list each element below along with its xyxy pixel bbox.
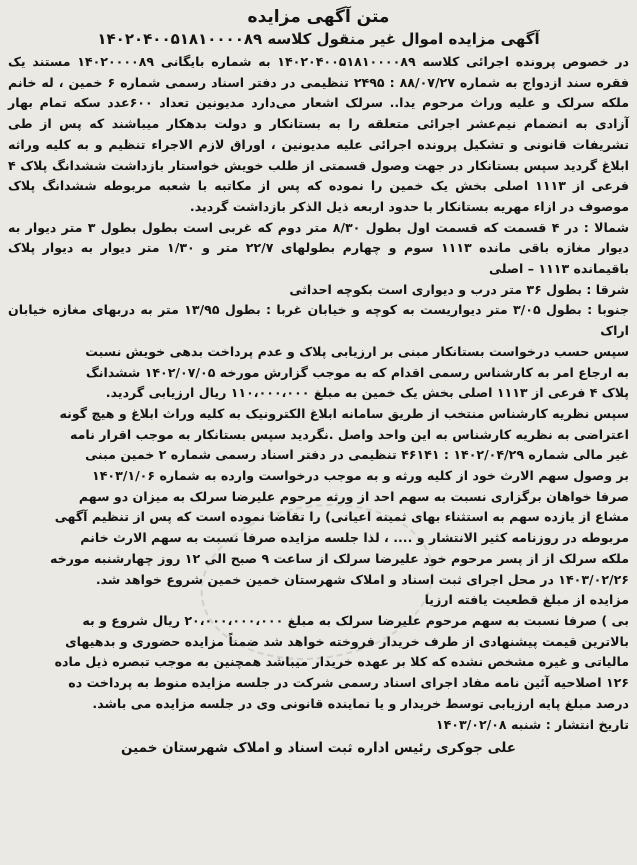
text-line: مشاع از یازده سهم به استثناء بهای ثمینه اعیانی) را تقاضا نموده است که پس از تنظیم آگهی (54, 509, 629, 525)
text-line: ۱۲۶ اصلاحیه آئین نامه مفاد اجرای اسناد رسمی شرکت در جلسه مزایده منوط به پرداخت ده (68, 675, 629, 691)
text-line: بالاترین قیمت پیشنهادی از طرف خریدار فروخته خواهد شد ضمناً مزایده حضوری و بدهیهای (65, 633, 629, 649)
notice-subtitle: آگهی مزایده اموال غیر منقول کلاسه ۱۴۰۲۰۴۰۰۵۱۸۱۰۰۰۰۸۹ (97, 30, 540, 48)
text-line: مالیاتی و غیره مشخص نشده که کلا بر عهده خریدار میباشد همچنین به موجب تبصره ذیل ماده (54, 654, 629, 670)
text-line: به ارجاع امر به کارشناس رسمی اقدام که به موجب گزارش مورخه ۱۴۰۲/۰۷/۰۵ ششدانگ (85, 364, 629, 380)
intro-paragraph: در خصوص پرونده اجرائی کلاسه ۱۴۰۲۰۴۰۰۵۱۸۱۰۰۰۰۸۹ به شماره بایگانی ۱۴۰۲۰۰۰۰۸۹ مستند یک فقره سند ازدواج به شماره ۸۸/۰۷/۲۷ : ۲۴۹۵ تنظیمی در دفتر اسناد رسمی شماره ۶ خمین ، له خانم ملکه سرلک و علیه وراث مرحوم یدا.. سرلک اشعار می‌دارد مدیونین تعداد ۶۰۰عدد سکه تمام بهار آزادی به انضمام نیم‌عشر اجرائی متعلقه را به بستانکار و دولت بدهکار میباشند که پس از طی تشریفات قانونی و تشکیل پرونده اجرائی علیه مدیونین ، اوراق لازم الاجراء تنظیم و به کلیه وراثه ابلاغ گردید سپس بستانکار در جهت وصول قسمتی از طلب خویش خواستار بازداشت ششدانگ پلاک ۴ فرعی از ۱۱۱۳ اصلی بخش یک خمین را نموده که پس از مکاتبه با شعبه مربوطه ششدانگ پلاک موصوف در ازاء مهریه بستانکار با حدود اربعه ذیل الذکر بازداشت گردید. (8, 54, 630, 214)
text-line: اعتراضی به نظریه کارشناس به این واحد واصل .نگردید سپس بستانکار به موجب اقرار نامه (69, 426, 629, 442)
text-line: غیر مالی شماره ۱۴۰۲/۰۴/۲۹ : ۴۶۱۴۱ تنظیمی در دفتر اسناد رسمی شماره ۲ خمین مبنی (85, 447, 629, 463)
text-line: سپس نظریه کارشناس منتخب از طریق سامانه ابلاغ الکترونیک به کلیه وراث ابلاغ و هیچ گونه (59, 405, 629, 421)
notice-title: متن آگهی مزایده (247, 7, 390, 27)
text-line: پلاک ۴ فرعی از ۱۱۱۳ اصلی بخش یک خمین به مبلغ ۱۱۰،۰۰۰،۰۰۰ ریال ارزیابی گردید. (105, 385, 629, 401)
text-line: ۱۴۰۳/۰۲/۲۶ در محل اجرای ثبت اسناد و املاک شهرستان خمین خمین شروع خواهد شد. (95, 571, 629, 587)
publish-date: تاریخ انتشار : شنبه ۱۴۰۳/۰۲/۰۸ (435, 716, 629, 732)
text-line: بر وصول سهم الارث خود از کلیه ورثه و به موجب درخواست وارده به شماره ۱۴۰۳/۱/۰۶ (92, 468, 629, 484)
signature-line: علی جوکری رئیس اداره ثبت اسناد و املاک شهرستان خمین (120, 740, 516, 757)
text-line: بی ) صرفا نسبت به سهم مرحوم علیرضا سرلک به مبلغ ۲۰،۰۰۰،۰۰۰،۰۰۰ ریال شروع و به (82, 612, 629, 628)
boundary-east: شرقا : بطول ۳۶ متر درب و دیواری است بکوچه احداثی (289, 281, 629, 297)
boundary-north: شمالا : در ۴ قسمت که قسمت اول بطول ۸/۳۰ متر دوم که غربی است بطول بطول ۳ متر دیوار به دیوار مغازه باقی مانده ۱۱۱۳ سوم و چهارم بطولهای ۲۲/۷ متر و ۱/۳۰ متر دیوار به دیوار پلاک باقیمانده ۱۱۱۳ – اصلی (8, 219, 630, 277)
text-line: مربوطه در روزنامه کثیر الانتشار و .... ، لذا جلسه مزایده صرفا نسبت به سهم الارث خانم (80, 530, 629, 546)
text-line: ملکه سرلک از از پسر مرحوم خود علیرضا سرلک از ساعت ۹ صبح الی ۱۲ روز چهارشنبه مورخه (49, 550, 629, 566)
main-paragraph (8, 342, 629, 715)
text-line: درصد مبلغ پایه ارزیابی توسط خریدار و یا نماینده قانونی وی در جلسه مزایده می باشد. (92, 695, 629, 711)
text-line: مزایده از مبلغ قطعیت یافته ارزیا (424, 592, 629, 608)
text-line: صرفا خواهان برگزاری نسبت به سهم احد از ورثه مرحوم علیرضا سرلک به میزان دو سهم (78, 488, 629, 504)
boundary-south-west: جنوبا : بطول ۳/۰۵ متر دیواریست به کوچه و خیابان غربا : بطول ۱۳/۹۵ متر به دربهای مغازه خیابان اراک (8, 302, 629, 339)
text-line: سپس حسب درخواست بستانکار مبنی بر ارزیابی پلاک و عدم پرداخت بدهی خویش نسبت (85, 343, 629, 359)
